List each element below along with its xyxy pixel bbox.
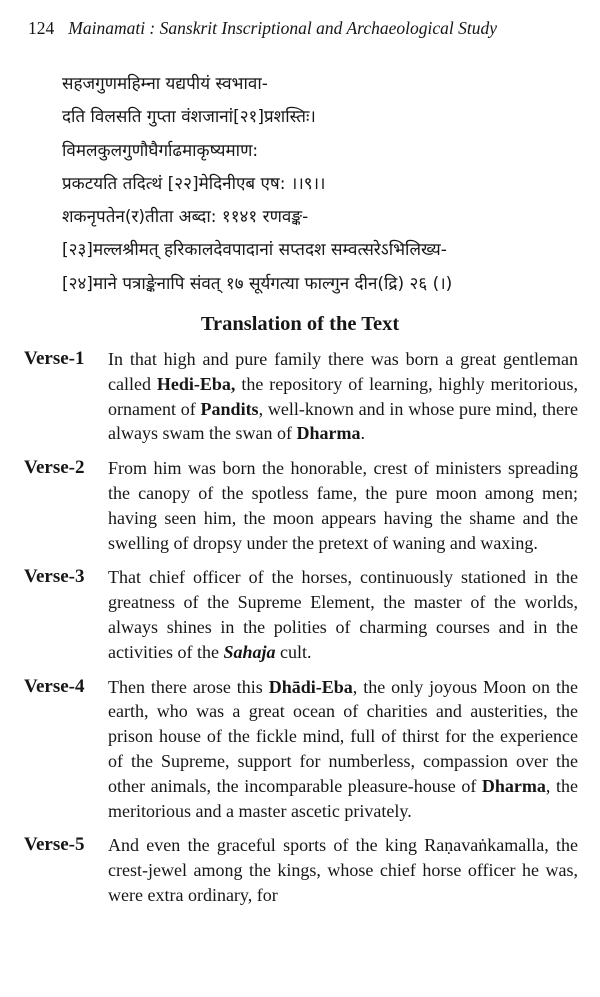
verse-label: Verse-3 <box>24 566 85 588</box>
verse-label: Verse-1 <box>24 348 85 369</box>
text-run: cult. <box>275 641 312 662</box>
text-run: , the meritorious and a master ascetic privately. <box>108 775 578 821</box>
verse <box>24 456 578 555</box>
verse-label: Verse-5 <box>24 834 85 856</box>
verse-text <box>108 565 578 664</box>
text-run: That chief officer of the horses, continuously stationed in the greatness of the Supreme Element, the master of the worlds, always shines in the polities of charming courses and in the activities of the <box>108 567 578 662</box>
emphasis-term: Dharma <box>296 423 361 444</box>
sanskrit-line: विमलकुलगुणौघैर्गाढमाकृष्यमाण: <box>62 140 259 161</box>
sanskrit-line: प्रकटयति तदित्थं [२२]मेदिनीएब एष: ।।९।। <box>62 173 326 194</box>
text-run: the repository of learning, highly meritorious, ornament of <box>108 373 578 419</box>
page-number: 124 <box>28 18 55 38</box>
emphasis-term: Sahaja <box>223 641 276 662</box>
sanskrit-line: शकनृपतेन(र)तीता अब्दा: ११४१ रणवङ्क- <box>62 207 309 228</box>
verse <box>24 675 578 824</box>
verse-text <box>108 833 578 907</box>
verse <box>24 347 578 446</box>
verse <box>24 833 578 907</box>
sanskrit-inscription <box>62 68 582 301</box>
emphasis-term: Dharma <box>481 775 546 796</box>
running-title: Mainamati : Sanskrit Inscriptional and Archaeological Study <box>68 18 497 38</box>
verse-text <box>108 456 578 555</box>
text-run: In that high and pure family there was born a great gentleman called <box>108 349 578 394</box>
sanskrit-line: [२४]माने पत्राङ्केनापि संवत् १७ सूर्यगत्या फाल्गुन दीन(द्रि) २६ (।) <box>62 273 453 294</box>
verse-text <box>108 675 578 824</box>
translation-heading: Translation of the Text <box>200 313 400 335</box>
emphasis-term: Pandits <box>200 398 259 419</box>
text-run: And even the graceful sports of the king Raṇavaṅkamalla, the crest-jewel among the kings, whose chief horse officer he was, were extra ordinary, for <box>108 835 578 905</box>
text-run: , well-known and in whose pure mind, there always swam the swan of <box>108 398 578 444</box>
sanskrit-line: सहजगुणमहिम्ना यद्यपीयं स्वभावा- <box>62 74 268 94</box>
verse <box>24 565 578 664</box>
verse-label: Verse-4 <box>24 675 85 697</box>
emphasis-term: Hedi-Eba, <box>156 373 236 394</box>
verse-list <box>24 347 578 918</box>
text-run: From him was born the honorable, crest of ministers spreading the canopy of the spotless fame, the pure moon among men; having seen him, the moon appears having the shame and the swelling of dropsy under the pretext of waning and waxing. <box>108 458 578 553</box>
text-run: Then there arose this <box>108 676 269 697</box>
verse-label: Verse-2 <box>24 457 85 479</box>
text-run: . <box>360 423 365 444</box>
emphasis-term: Dhādi-Eba <box>268 676 353 697</box>
sanskrit-line: [२३]मल्लश्रीमत् हरिकालदेवपादानां सप्तदश सम्वत्सरेऽभिलिख्य- <box>62 240 447 261</box>
verse-text <box>108 347 578 446</box>
text-run: , the only joyous Moon on the earth, who was a great ocean of charities and austerities, the prison house of the fickle mind, full of thirst for the experience of the Supreme, support for numberless, compassion over the other animals, the incomparable pleasure-house of <box>108 676 578 796</box>
running-header <box>28 18 573 39</box>
sanskrit-line: दति विलसति गुप्ता वंशजानां[२१]प्रशस्तिः। <box>62 107 316 128</box>
